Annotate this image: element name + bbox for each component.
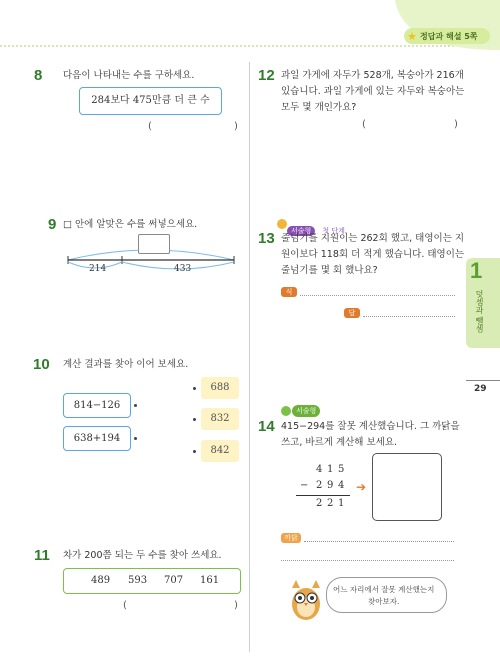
- q11-value: 489: [91, 575, 111, 586]
- q14-reason-line[interactable]: [304, 541, 454, 542]
- q10-left-dot[interactable]: [134, 404, 137, 407]
- q14-digit: 4: [338, 480, 345, 491]
- q10-left-item: [63, 393, 131, 418]
- q9-number: 9: [48, 216, 57, 233]
- q14-digit: 5: [338, 464, 345, 475]
- q8-number: 8: [34, 67, 43, 84]
- q13-formula-label: [281, 287, 297, 297]
- q13-tag-first-step: 첫 단계: [322, 227, 345, 235]
- q11-value: 593: [128, 575, 148, 586]
- q10-right-item: [201, 440, 239, 462]
- q12-answer-field[interactable]: [370, 119, 452, 133]
- q14-digit: 2: [316, 498, 323, 509]
- q10-right-item-text: 842: [210, 445, 230, 456]
- q11-value: 161: [200, 575, 220, 586]
- q10-left-item-text: 638+194: [73, 433, 121, 444]
- q10-right-dot[interactable]: [193, 450, 196, 453]
- q10-right-item-text: 832: [210, 413, 230, 424]
- q13-answer-label-text: 답: [348, 309, 356, 317]
- q10-left-item: [63, 426, 131, 451]
- arrow-right-icon: ➔: [356, 480, 367, 494]
- q14-minus-sign: −: [300, 480, 309, 491]
- hint-line: 어느 자리에서 잘못 계산했는지: [333, 585, 435, 594]
- q14-line: 415−294를 잘못 계산했습니다. 그 까닭을: [281, 421, 460, 432]
- hint-bubble: [326, 577, 447, 613]
- q14-reason-label: [281, 533, 301, 543]
- q8-answer-open: (: [148, 121, 152, 132]
- q14-digit: 4: [316, 464, 323, 475]
- star-icon: ★: [407, 30, 417, 43]
- q13-pencil-icon: [277, 219, 287, 229]
- q10-text: 계산 결과를 찾아 이어 보세요.: [63, 359, 189, 370]
- q13-answer-label: [344, 308, 360, 318]
- q14-reason-line[interactable]: [281, 560, 454, 561]
- q10-left-dot[interactable]: [134, 437, 137, 440]
- q14-digit: 1: [327, 464, 334, 475]
- chapter-name: 덧셈과 뺄셈: [475, 290, 484, 333]
- q14-line: 쓰고, 바르게 계산해 보세요.: [281, 437, 398, 448]
- q8-expression-box: [79, 87, 222, 115]
- q11-value: 707: [164, 575, 184, 586]
- q12-line: 모두 몇 개인가요?: [281, 102, 357, 113]
- page-number: 29: [474, 384, 487, 394]
- q11-answer-open: (: [123, 600, 127, 611]
- answer-key-badge: 정답과 해설 5쪽: [420, 32, 478, 41]
- q9-answer-box[interactable]: [138, 234, 170, 254]
- q13-tag-descriptive: 서술형: [287, 226, 315, 236]
- q11-answer-close: ): [234, 600, 238, 611]
- q10-number: 10: [33, 356, 50, 373]
- q10-right-dot[interactable]: [193, 387, 196, 390]
- q13-line: 줄넘기를 몇 회 했나요?: [281, 265, 378, 276]
- q14-digit: 2: [316, 480, 323, 491]
- q13-formula-line[interactable]: [300, 295, 455, 296]
- header-decoration: [0, 0, 500, 50]
- q11-answer-field[interactable]: [131, 600, 231, 614]
- q14-reason-label-text: 까닭: [284, 534, 298, 542]
- q13-formula-label-text: 식: [285, 288, 293, 296]
- q13-line: 원이보다 118회 더 적게 했습니다. 태영이는: [281, 249, 465, 260]
- chapter-number: 1: [470, 258, 483, 283]
- q14-pencil-icon: [281, 406, 291, 416]
- q8-answer-field[interactable]: [156, 121, 232, 135]
- q10-right-dot[interactable]: [193, 418, 196, 421]
- q8-text: 다음이 나타내는 수를 구하세요.: [63, 70, 195, 81]
- q10-right-item: [201, 408, 239, 430]
- q10-right-item-text: 688: [210, 382, 230, 393]
- q12-answer-open: (: [362, 119, 366, 130]
- owl-character-icon: [286, 576, 326, 622]
- q9-text: □ 안에 알맞은 수를 써넣으세요.: [63, 219, 198, 230]
- hint-line: 찾아보자.: [368, 597, 400, 606]
- q12-line: 과일 가게에 자두가 528개, 복숭아가 216개: [281, 70, 464, 81]
- q14-sum-rule: [296, 495, 350, 496]
- q13-number: 13: [258, 230, 275, 247]
- q14-digit: 2: [327, 498, 334, 509]
- q10-right-item: [201, 377, 239, 399]
- q11-text: 차가 200쯤 되는 두 수를 찾아 쓰세요.: [63, 550, 222, 561]
- q9-right-value: 433: [174, 264, 192, 274]
- q14-digit: 9: [327, 480, 334, 491]
- page-number-rule: [466, 380, 500, 381]
- q9-left-value: 214: [89, 264, 107, 274]
- q13-line: 줄넘기를 지원이는 262회 했고, 태영이는 지: [281, 233, 465, 244]
- q13-answer-line[interactable]: [363, 316, 455, 317]
- column-divider: [249, 62, 250, 652]
- q14-subtraction: [288, 464, 354, 514]
- q14-answer-box[interactable]: [372, 453, 442, 521]
- q14-number: 14: [258, 418, 275, 435]
- q10-left-item-text: 814−126: [73, 400, 121, 411]
- q14-digit: 1: [338, 498, 345, 509]
- q8-expression-text: 284보다 475만큼 더 큰 수: [91, 95, 210, 106]
- q11-number: 11: [34, 547, 50, 564]
- q12-number: 12: [258, 67, 275, 84]
- q11-values-box: [63, 568, 241, 594]
- q8-answer-close: ): [234, 121, 238, 132]
- q12-answer-close: ): [454, 119, 458, 130]
- q14-tag-descriptive: 서술형: [292, 405, 320, 417]
- q12-line: 있습니다. 과일 가게에 있는 자두와 복숭아는: [281, 86, 465, 97]
